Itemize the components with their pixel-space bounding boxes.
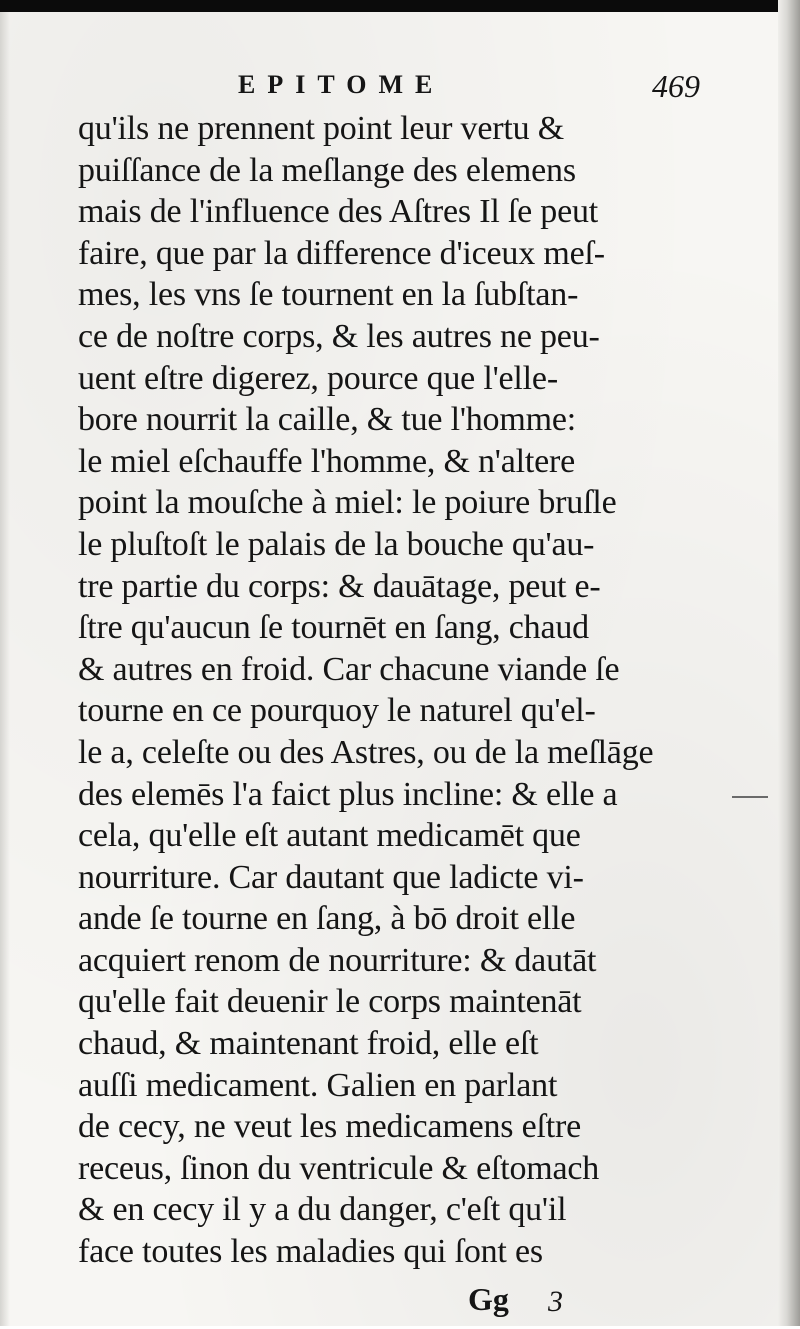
- text-line: qu'ils ne prennent point leur vertu &: [78, 110, 564, 147]
- text-line: le a, celeſte ou des Astres, ou de la meſlāge: [78, 733, 654, 771]
- text-line: ce de noſtre corps, & les autres ne peu-: [78, 317, 600, 355]
- running-title: EPITOME: [238, 70, 445, 99]
- text-line: & autres en froid. Car chacune viande ſe: [78, 650, 620, 688]
- text-line: chaud, & maintenant froid, elle eſt: [78, 1025, 539, 1063]
- text-line: uent eſtre digerez, pource que l'elle-: [78, 359, 558, 397]
- body-text: [78, 108, 718, 1273]
- text-line: ſtre qu'aucun ſe tournēt en ſang, chaud: [78, 609, 589, 647]
- page-left-shadow: [0, 12, 10, 1326]
- text-line: point la mouſche à miel: le poiure bruſle: [78, 484, 617, 522]
- signature-number: 3: [548, 1284, 563, 1318]
- text-line: auſſi medicament. Galien en parlant: [78, 1066, 558, 1104]
- running-head: [78, 60, 718, 108]
- text-line: de cecy, ne veut les medicamens eſtre: [78, 1108, 581, 1146]
- page-number: 469: [652, 68, 700, 104]
- signature-mark: Gg: [468, 1280, 509, 1317]
- page-footer: [78, 1279, 718, 1329]
- text-line: le pluſtoſt le palais de la bouche qu'au-: [78, 525, 595, 563]
- text-line: des elemēs l'a faict plus incline: & elle a: [78, 775, 618, 813]
- scan-top-border: [0, 0, 800, 12]
- text-line: bore nourrit la caille, & tue l'homme:: [78, 401, 576, 439]
- text-line: qu'elle fait deuenir le corps maintenāt: [78, 983, 582, 1021]
- text-line: & en cecy il y a du danger, c'eſt qu'il: [78, 1191, 567, 1229]
- text-line: acquiert renom de nourriture: & dautāt: [78, 941, 597, 979]
- text-line: mes, les vns ſe tournent en la ſubſtan-: [78, 276, 579, 314]
- text-line: mais de l'influence des Aſtres Il ſe peut: [78, 193, 599, 231]
- text-line: ande ſe tourne en ſang, à bō droit elle: [78, 900, 576, 938]
- page-right-edge: [778, 0, 800, 1326]
- book-page: [78, 60, 718, 1329]
- text-line: face toutes les maladies qui ſont es: [78, 1233, 543, 1271]
- text-line: cela, qu'elle eſt autant medicamēt que: [78, 817, 581, 855]
- text-line: nourriture. Car dautant que ladicte vi-: [78, 858, 584, 896]
- text-line: le miel eſchauffe l'homme, & n'altere: [78, 442, 576, 480]
- margin-mark: [732, 796, 768, 798]
- text-line: tre partie du corps: & dauātage, peut e-: [78, 567, 601, 605]
- text-line: receus, ſinon du ventricule & eſtomach: [78, 1149, 600, 1187]
- text-line: puiſſance de la meſlange des elemens: [78, 151, 576, 189]
- text-line: tourne en ce pourquoy le naturel qu'el-: [78, 692, 596, 730]
- text-line: faire, que par la difference d'iceux meſ-: [78, 234, 605, 272]
